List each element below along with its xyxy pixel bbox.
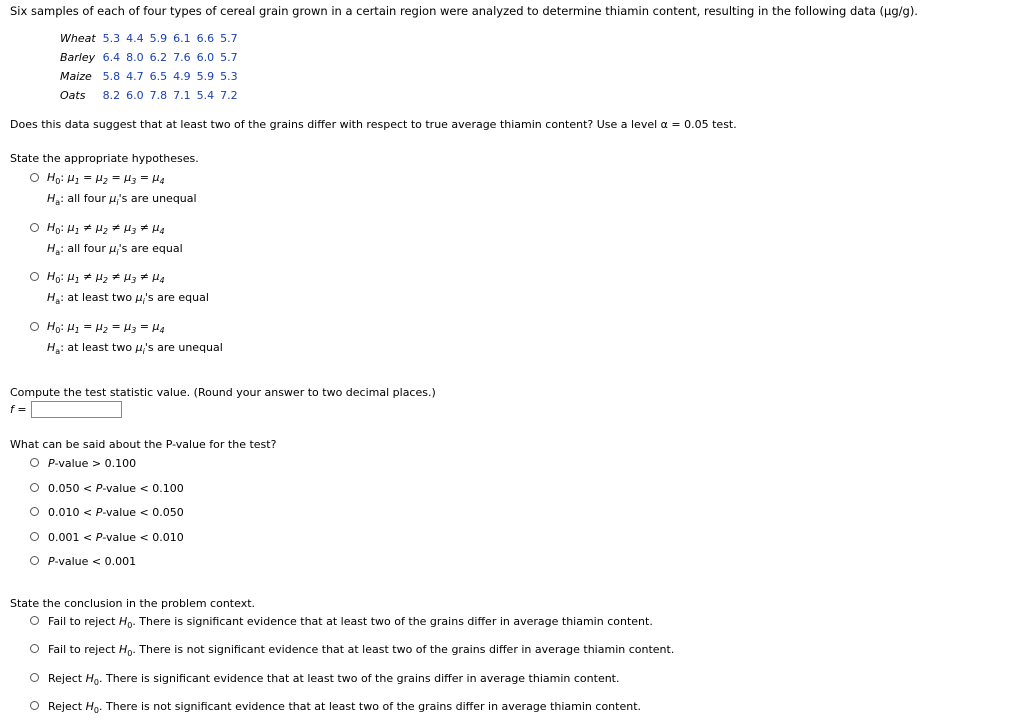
table-cell: 8.2 (102, 89, 121, 102)
pvalue-option-3: 0.010 < P-value < 0.050 (48, 506, 184, 519)
conclusion-prompt: State the conclusion in the problem context. (10, 597, 256, 610)
pvalue-option-1: P-value > 0.100 (48, 457, 137, 470)
table-cell: 6.0 (126, 89, 144, 102)
hypothesis-radio-2[interactable] (30, 223, 39, 232)
pvalue-radio-3[interactable] (30, 507, 39, 516)
hypothesis-radio-1[interactable] (30, 173, 39, 182)
grain-name: Oats (60, 89, 86, 102)
pvalue-radio-4[interactable] (30, 532, 39, 541)
table-cell: 7.8 (149, 89, 168, 102)
table-row (56, 48, 241, 67)
table-cell: 4.4 (126, 32, 144, 45)
pvalue-radio-1[interactable] (30, 458, 39, 467)
table-cell: 6.2 (149, 51, 168, 64)
hypotheses-prompt: State the appropriate hypotheses. (10, 152, 199, 165)
conclusion-option-3: Reject $H_0$. There is significant evidence that at least two of the grains differ in average thiamin content. (48, 672, 620, 687)
table-cell: 6.6 (196, 32, 215, 45)
table-row (56, 67, 241, 86)
table-cell: 5.9 (196, 70, 215, 83)
table-cell: 6.4 (102, 51, 121, 64)
table-cell: 5.3 (220, 70, 238, 83)
table-row (56, 86, 241, 105)
conclusion-option-1: Fail to reject $H_0$. There is significant evidence that at least two of the grains differ in average thiamin content. (48, 615, 653, 630)
grain-name: Wheat (60, 32, 96, 45)
conclusion-radio-1[interactable] (30, 616, 39, 625)
table-cell: 7.2 (220, 89, 238, 102)
hypothesis-h0-2: $H_0$: $\mu_1 \ne \mu_2 \ne \mu_3 \ne \mu_4$ (47, 221, 165, 236)
table-cell: 5.7 (220, 51, 238, 64)
hypothesis-ha-3: $H_a$: at least two $\mu_i's$ are equal (47, 291, 209, 306)
statistic-prompt: Compute the test statistic value. (Round your answer to two decimal places.) (10, 386, 436, 399)
hypothesis-h0-4: $H_0$: $\mu_1 = \mu_2 = \mu_3 = \mu_4$ (47, 320, 165, 335)
intro-text: Six samples of each of four types of cereal grain grown in a certain region were analyzed to determine thiamin content, resulting in the following data (µg/g). (10, 4, 918, 18)
table-cell: 6.1 (173, 32, 191, 45)
conclusion-radio-3[interactable] (30, 673, 39, 682)
grain-name: Maize (60, 70, 92, 83)
conclusion-option-2: Fail to reject $H_0$. There is not significant evidence that at least two of the grains differ in average thiamin content. (48, 643, 675, 658)
table-cell: 8.0 (126, 51, 144, 64)
pvalue-option-2: 0.050 < P-value < 0.100 (48, 482, 184, 495)
hypothesis-ha-2: $H_a$: all four $\mu_i's$ are equal (47, 242, 183, 257)
table-cell: 4.9 (173, 70, 191, 83)
table-cell: 6.0 (196, 51, 215, 64)
pvalue-prompt: What can be said about the P-value for the test? (10, 438, 277, 451)
hypothesis-radio-4[interactable] (30, 322, 39, 331)
f-statistic-input[interactable] (31, 401, 122, 418)
pvalue-radio-5[interactable] (30, 556, 39, 565)
conclusion-radio-2[interactable] (30, 644, 39, 653)
table-cell: 5.9 (149, 32, 168, 45)
conclusion-option-4: Reject $H_0$. There is not significant evidence that at least two of the grains differ in average thiamin content. (48, 700, 642, 715)
pvalue-option-4: 0.001 < P-value < 0.010 (48, 531, 184, 544)
hypothesis-radio-3[interactable] (30, 272, 39, 281)
table-cell: 5.7 (220, 32, 238, 45)
table-cell: 5.4 (196, 89, 215, 102)
statistic-label: f = (10, 403, 27, 416)
grain-name: Barley (60, 51, 96, 64)
question-text: Does this data suggest that at least two of the grains differ with respect to true average thiamin content? Use a level α = 0.05 test. (10, 118, 737, 131)
thiamin-data-table (56, 29, 241, 105)
table-cell: 5.3 (102, 32, 121, 45)
conclusion-radio-4[interactable] (30, 701, 39, 710)
table-cell: 7.1 (173, 89, 191, 102)
table-cell: 5.8 (102, 70, 121, 83)
hypothesis-h0-3: $H_0$: $\mu_1 \ne \mu_2 \ne \mu_3 \ne \mu_4$ (47, 270, 165, 285)
table-cell: 6.5 (149, 70, 168, 83)
hypothesis-h0-1: $H_0$: $\mu_1 = \mu_2 = \mu_3 = \mu_4$ (47, 171, 165, 186)
table-row (56, 29, 241, 48)
pvalue-radio-2[interactable] (30, 483, 39, 492)
hypothesis-ha-4: $H_a$: at least two $\mu_i's$ are unequal (47, 341, 223, 356)
pvalue-option-5: P-value < 0.001 (48, 555, 137, 568)
hypothesis-ha-1: $H_a$: all four $\mu_i's$ are unequal (47, 192, 197, 207)
table-cell: 7.6 (173, 51, 191, 64)
table-cell: 4.7 (126, 70, 144, 83)
